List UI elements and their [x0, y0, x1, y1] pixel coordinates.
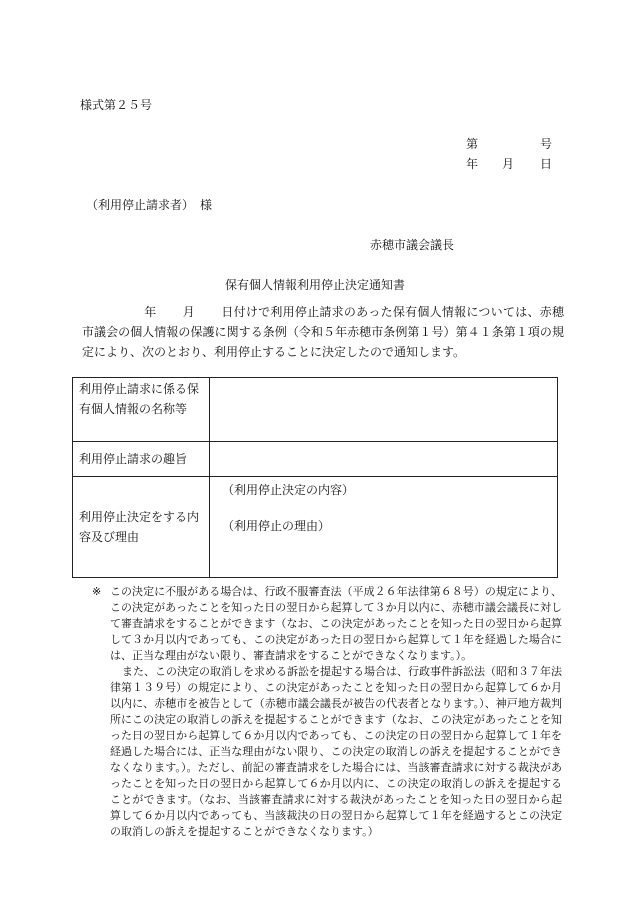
decision-table: [72, 377, 558, 578]
date-day: 日: [540, 157, 553, 171]
form-number: 様式第２５号: [80, 98, 153, 112]
addressee: （利用停止請求者） 様: [86, 198, 213, 212]
decision-content-heading: （利用停止決定の内容）: [222, 483, 355, 497]
table-row: [73, 477, 558, 578]
purpose-value: [210, 442, 558, 477]
info-name-value: [210, 378, 558, 442]
decision-reason-heading: （利用停止の理由）: [222, 519, 331, 533]
decision-value: [210, 477, 558, 578]
number-prefix: 第: [466, 137, 479, 151]
body-text: 日付けで利用停止請求のあった保有個人情報については、赤穂市議会の個人情報の保護に関する条例（令和５年赤穂市条例第１号）第４１条第１項の規定により、次のとおり、利用停止することに決定したので通知します。: [82, 305, 564, 359]
note-paragraph-2: また、この決定の取消しを求める訴訟を提起する場合は、行政事件訴訟法（昭和３７年法律第１３９号）の規定により、この決定があったことを知った日の翌日から起算して６か月以内に、赤穂市を被告として（赤穂市議会議長が被告の代表者となります。）、神戸地方裁判所にこの決定の取消しの訴えを提起することができます（なお、この決定があったことを知った日の翌日から起算して６か月以内であっても、この決定の日の翌日から起算して１年を経過した場合には、正当な理由がない限り、この決定の取消しの訴えを提起することができなくなります。）。ただし、前記の審査請求をした場合には、当該審査請求に対する裁決があったことを知った日の翌日から起算して６か月以内に、この決定の取消しの訴えを提起することができます。（なお、当該審査請求に対する裁決があったことを知った日の翌日から起算して６か月以内であっても、当該裁決の日の翌日から起算して１年を経過するとこの決定の取消しの訴えを提起することができなくなります。）: [110, 665, 562, 838]
date-year: 年: [466, 157, 479, 171]
note-mark: ※: [92, 585, 102, 598]
date-month: 月: [502, 157, 515, 171]
body-month: 月: [182, 305, 196, 319]
table-row: [73, 378, 558, 442]
decision-label: 利用停止決定をする内容及び理由: [73, 477, 210, 578]
appeal-note: [92, 584, 562, 840]
table-row: [73, 442, 558, 477]
body-paragraph: [82, 302, 564, 362]
page-title: 保有個人情報利用停止決定通知書: [224, 278, 405, 292]
info-name-label: 利用停止請求に係る保有個人情報の名称等: [73, 378, 210, 442]
body-year: 年: [144, 305, 157, 319]
sender: 赤穂市議会議長: [370, 238, 455, 252]
number-suffix: 号: [540, 137, 553, 151]
purpose-label: 利用停止請求の趣旨: [73, 442, 210, 477]
note-paragraph-1: この決定に不服がある場合は、行政不服審査法（平成２６年法律第６８号）の規定により、この決定があったことを知った日の翌日から起算して３か月以内に、赤穂市議会議長に対して審査請求をすることができます（なお、この決定があったことを知った日の翌日から起算して３か月以内であっても、この決定があった日の翌日から起算して１年を経過した場合には、正当な理由がない限り、審査請求をすることができなくなります。）。: [110, 585, 562, 662]
